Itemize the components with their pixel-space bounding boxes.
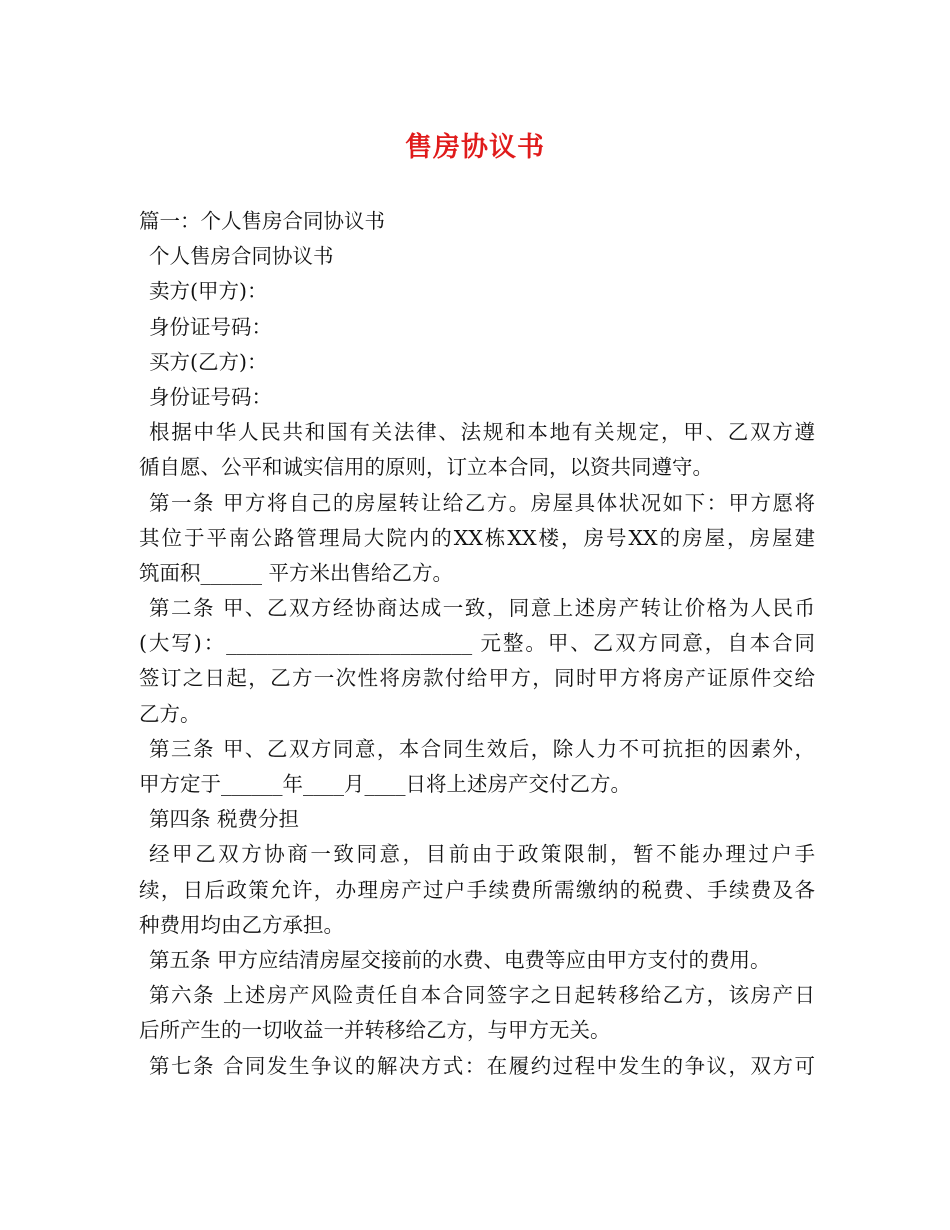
article-4-heading: 第四条 税费分担 xyxy=(149,807,300,832)
preamble-line-2: 循自愿、公平和诚实信用的原则，订立本合同，以资共同遵守。 xyxy=(139,455,713,480)
article-1-line-2: 其位于平南公路管理局大院内的XX栋XX楼，房号XX的房屋，房屋建 xyxy=(139,525,815,550)
article-1-line-1: 第一条 甲方将自己的房屋转让给乙方。房屋具体状况如下：甲方愿将 xyxy=(149,490,815,515)
article-2-line-1: 第二条 甲、乙双方经协商达成一致，同意上述房产转让价格为人民币 xyxy=(149,596,815,621)
article-7-line-1: 第七条 合同发生争议的解决方式：在履约过程中发生的争议，双方可 xyxy=(149,1053,815,1078)
contract-heading: 个人售房合同协议书 xyxy=(149,244,334,269)
article-5-line-1: 第五条 甲方应结清房屋交接前的水费、电费等应由甲方支付的费用。 xyxy=(149,947,771,972)
article-2-line-3: 签订之日起，乙方一次性将房款付给甲方，同时甲方将房产证原件交给 xyxy=(139,666,815,691)
article-6-line-1: 第六条 上述房产风险责任自本合同签字之日起转移给乙方，该房产日 xyxy=(149,983,815,1008)
article-2-line-4: 乙方。 xyxy=(139,701,201,726)
document-body xyxy=(139,204,815,1084)
seller-id-label: 身份证号码： xyxy=(149,314,272,339)
article-4-line-1: 经甲乙双方协商一致同意，目前由于政策限制，暂不能办理过户手 xyxy=(149,842,815,867)
document-title: 售房协议书 xyxy=(405,132,545,163)
article-1-line-3: 筑面积______ 平方米出售给乙方。 xyxy=(139,560,454,585)
preamble-line-1: 根据中华人民共和国有关法律、法规和本地有关规定，甲、乙双方遵 xyxy=(149,420,815,445)
article-4-line-3: 种费用均由乙方承担。 xyxy=(139,912,344,937)
article-3-line-2: 甲方定于______年____月____日将上述房产交付乙方。 xyxy=(139,772,631,796)
article-2-line-2: (大写)：________________________ 元整。甲、乙双方同意，自本合同 xyxy=(139,631,815,656)
article-6-line-2: 后所产生的一切收益一并转移给乙方，与甲方无关。 xyxy=(139,1018,611,1043)
seller-label: 卖方(甲方)： xyxy=(149,279,268,304)
article-4-line-2: 续，日后政策允许，办理房产过户手续费所需缴纳的税费、手续费及各 xyxy=(139,877,815,902)
article-3-line-1: 第三条 甲、乙双方同意，本合同生效后，除人力不可抗拒的因素外， xyxy=(149,736,815,761)
section-heading: 篇一：个人售房合同协议书 xyxy=(139,209,385,233)
buyer-label: 买方(乙方)： xyxy=(149,349,268,374)
buyer-id-label: 身份证号码： xyxy=(149,384,272,409)
